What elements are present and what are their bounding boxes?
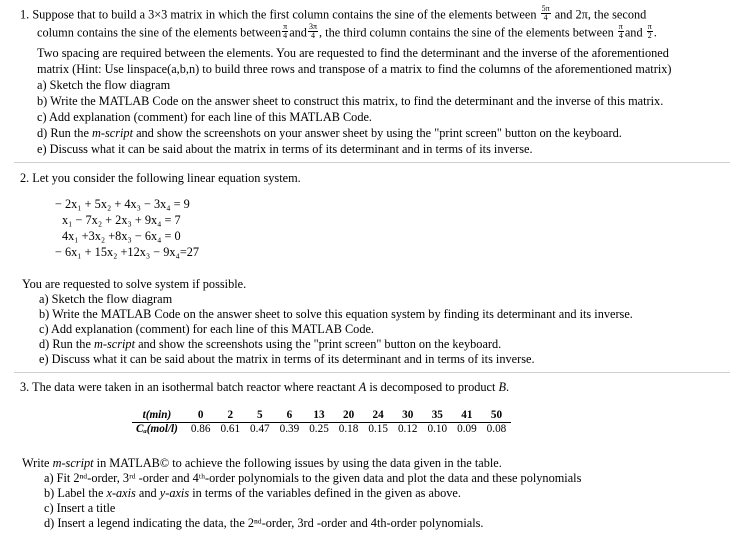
table-cell: 0.61 — [220, 423, 241, 435]
q3-item-b: b) Label the x-axis and y-axis in terms of the variables defined in the given as above. — [44, 486, 461, 500]
q1-item-d: d) Run the m-script and show the screenshots on your answer sheet by using the "print screen" button on the keyboard. — [37, 126, 622, 140]
table-cell: 41 — [452, 409, 482, 423]
q3-intro: 3. The data were taken in an isothermal batch reactor where reactant A is decomposed to product B. — [20, 380, 510, 394]
table-cell: 6 — [275, 409, 305, 423]
equation-4: − 6x₁ + 15x₂ +12x₃ − 9x₄=27 — [55, 245, 200, 259]
table-cell: 0.10 — [427, 423, 448, 435]
table-cell: 24 — [363, 409, 393, 423]
q3-write: Write m-script in MATLAB© to achieve the following issues by using the data given in the table. — [22, 456, 502, 470]
q2-item-a: a) Sketch the flow diagram — [39, 292, 173, 306]
q3-item-d: d) Insert a legend indicating the data, the 2ⁿᵈ-order, 3rd -order and 4th-order polynomials. — [44, 516, 484, 530]
table-cell: 0.25 — [309, 423, 329, 435]
and-word-b: and — [624, 25, 643, 40]
q1-text-1a: Suppose that to build a 3×3 matrix in which the first column contains the sine of the elements between — [32, 7, 537, 22]
table-cell: 0.12 — [397, 423, 418, 435]
q2-item-d: d) Run the m-script and show the screenshots using the "print screen" button on the keyboard. — [39, 337, 502, 351]
q2-item-e: e) Discuss what it can be said about the matrix in terms of its determinant and in terms of its inverse. — [39, 352, 535, 366]
q2-request: You are requested to solve system if possible. — [22, 277, 247, 291]
table-cell: 0.86 — [190, 423, 211, 435]
q1-text-1b: and 2π, the second — [554, 7, 647, 22]
fraction-pi-over-4-b: $\frac{\pi}{4}$ — [618, 22, 623, 40]
table-cell: 0.47 — [250, 423, 270, 435]
table-cell: 13 — [304, 409, 334, 423]
table-cell: 35 — [423, 409, 453, 423]
fraction-5pi-over-4: $\frac{5\pi}{4}$ — [541, 4, 550, 22]
q2-item-b: b) Write the MATLAB Code on the answer sheet to solve this equation system by finding its determinant and its inverse. — [39, 307, 633, 321]
table-cell: 0.08 — [486, 423, 507, 435]
table-cell: 0.18 — [338, 423, 359, 435]
q1-text-2a: column contains the sine of the elements between — [37, 25, 282, 40]
t-label: t(min) — [132, 409, 186, 423]
and-word: and — [289, 25, 307, 40]
table-cell: 0.39 — [279, 423, 300, 435]
fraction-pi-over-4: $\frac{\pi}{4}$ — [283, 22, 288, 40]
q1-text-2c: . — [653, 25, 657, 40]
table-row-concentration — [132, 423, 511, 437]
equation-2: x₁ − 7x₂ + 2x₃ + 9x₄ = 7 — [62, 213, 181, 227]
q1-line-3: Two spacing are required between the elements. You are requested to find the determinant and the inverse of the aforementioned — [37, 46, 669, 60]
q1-text-2b: , the third column contains the sine of the elements between — [319, 25, 614, 40]
table-cell: 0.09 — [457, 423, 477, 435]
q2-item-c: c) Add explanation (comment) for each line of this MATLAB Code. — [39, 322, 375, 336]
q3-item-c: c) Insert a title — [44, 501, 116, 515]
table-row-time — [132, 409, 511, 423]
divider — [14, 372, 730, 373]
table-cell: 20 — [334, 409, 364, 423]
q1-number: 1. — [20, 7, 30, 22]
q1-line-1 — [20, 4, 647, 24]
divider — [14, 162, 730, 163]
c-label: Cₐ(mol/l) — [136, 423, 178, 435]
q2-intro: 2. Let you consider the following linear equation system. — [20, 171, 301, 185]
table-cell: 5 — [245, 409, 275, 423]
fraction-3pi-over-4: $\frac{3\pi}{4}$ — [308, 22, 318, 40]
table-cell: 0 — [186, 409, 216, 423]
q1-item-b: b) Write the MATLAB Code on the answer sheet to construct this matrix, to find the determinant and the inverse of this matrix. — [37, 94, 664, 108]
data-table — [132, 409, 511, 436]
table-cell: 30 — [393, 409, 423, 423]
q3-item-a: a) Fit 2ⁿᵈ-order, 3ʳᵈ -order and 4ᵗʰ-order polynomials to the given data and plot the data and these polynomials — [44, 471, 582, 485]
table-cell: 50 — [482, 409, 512, 423]
equation-3: 4x₁ +3x₂ +8x₃ − 6x₄ = 0 — [62, 229, 181, 243]
q1-line-4: matrix (Hint: Use linspace(a,b,n) to build three rows and transpose of a matrix to find the columns of the aforementioned matrix) — [37, 62, 672, 76]
q1-item-e: e) Discuss what it can be said about the matrix in terms of its determinant and in terms of its inverse. — [37, 142, 533, 156]
q1-item-c: c) Add explanation (comment) for each line of this MATLAB Code. — [37, 110, 373, 124]
table-cell: 2 — [215, 409, 245, 423]
fraction-pi-over-2: $\frac{\pi}{2}$ — [647, 22, 652, 40]
table-cell: 0.15 — [368, 423, 388, 435]
q1-item-a: a) Sketch the flow diagram — [37, 78, 171, 92]
q1-line-2 — [37, 22, 657, 42]
equation-1: − 2x₁ + 5x₂ + 4x₃ − 3x₄ = 9 — [55, 197, 190, 211]
